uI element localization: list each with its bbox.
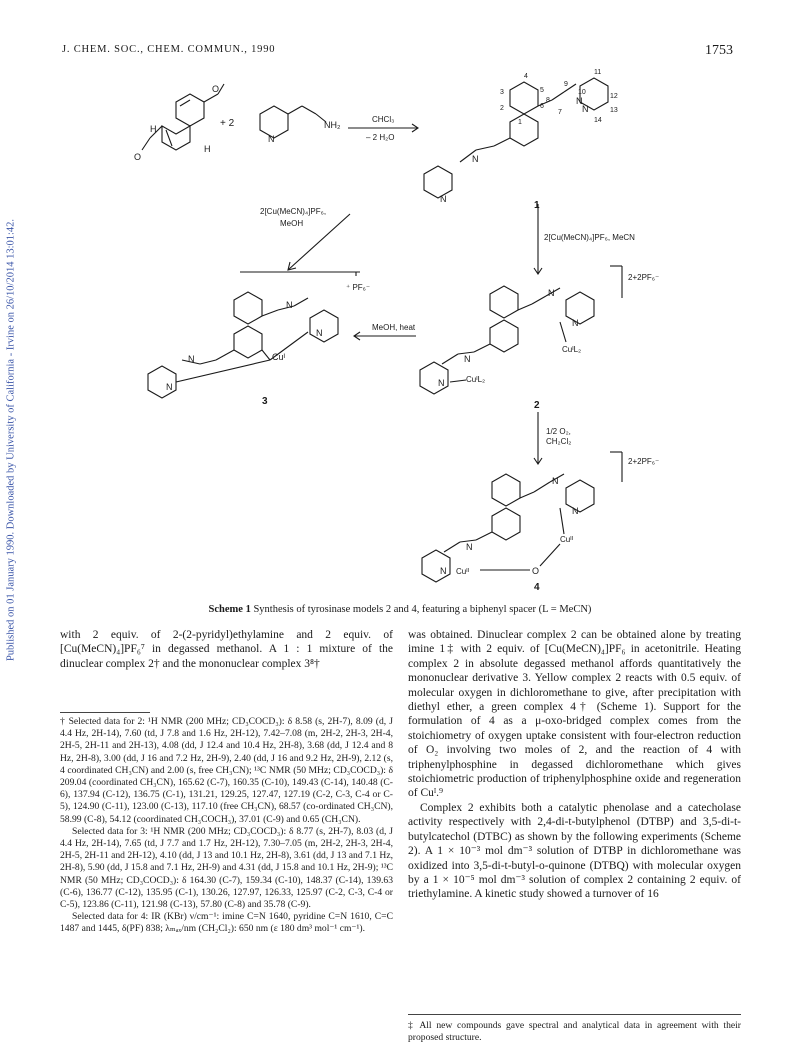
- reagent-ch2cl2: CH₂Cl₂: [546, 437, 572, 446]
- reagent-chcl3: CHCl₃: [372, 115, 395, 124]
- left-column-intro: with 2 equiv. of 2-(2-pyridyl)ethylamine and 2 equiv. of [Cu(MeCN)₄]PF₆⁷ in degassed methanol. A 1 : 1 mixture of the dinuclear complex 2† and the mononuclear complex 3⁸†: [60, 629, 393, 670]
- left-column-text: [60, 628, 393, 671]
- svg-text:13: 13: [610, 107, 618, 114]
- charge-3: ⁺ PF₆⁻: [346, 283, 371, 292]
- label-2: 2: [534, 400, 540, 411]
- journal-header: J. CHEM. SOC., CHEM. COMMUN., 1990: [62, 44, 276, 55]
- compound-4-cu-1: Cuᴵᴵ: [560, 535, 573, 544]
- footnote-compound-2: † Selected data for 2: ¹H NMR (200 MHz; CD₃COCD₃): δ 8.58 (s, 2H-7), 8.09 (d, J 4.4 Hz, 2H-14), 7.60 (td, J 7.8 and 1.6 Hz, 2H-12), 7.42–7.08 (m, 2H-2, 2H-3, 2H-4, 2H-5, 2H-11 and 2H-13), 4.08 (dd, J 12.4 and 10.4 Hz, 2H-8), 3.68 (dd, J 12.4 and 8 Hz, 2H-8), 3.00 (dd, J 16 and 7.2 Hz, 2H-9), 2.40 (dd, J 16 and 9.2 Hz, 2H-9), 2.12 (s, 4 coordinated CH₃CN) and 2.00 (s, free CH₃CN); ¹³C NMR (50 MHz; CD₃COCD₃): δ 209.04 (coordinated CH₃CN), 165.62 (C-7), 160.35 (C-10), 149.43 (C-14), 140.48 (C-6), 137.94 (C-12), 136.75 (C-1), 131.21, 129.25, 127.47, 127.19 (C-2, C-3, C-4 or C-5), 124.90 (C-11), 123.00 (C-13), 117.10 (free CH₃CN), 68.57 (co-ordinated CH₃CN), 58.99 (C-8), 54.12 (coordinated CH₃COCH₃), 37.01 (C-9) and 0.65 (CH₃CN).: [60, 716, 393, 825]
- compound-1-n2: N: [472, 154, 479, 164]
- reagent-diag-1: 2[Cu(MeCN)₄]PF₆,: [260, 207, 327, 216]
- compound-1-n-imine: N: [576, 96, 583, 106]
- compound-2-n-py: N: [572, 318, 579, 328]
- footnotes-left: [60, 716, 393, 936]
- compound-4-n-py: N: [572, 506, 579, 516]
- compound-2-structure: [420, 286, 594, 394]
- svg-text:2: 2: [500, 105, 504, 112]
- label-1: 1: [534, 200, 540, 211]
- page-number: 1753: [705, 43, 733, 58]
- compound-3-n-py2: N: [166, 382, 173, 392]
- svg-text:14: 14: [594, 117, 602, 124]
- plus-two: + 2: [220, 118, 235, 129]
- reagent-o2: 1/2 O₂,: [546, 427, 571, 436]
- compound-1-n3: N: [440, 194, 447, 204]
- compound-2-cu-2: CuᴵL₂: [466, 375, 486, 384]
- scheme-1-figure: [120, 64, 680, 592]
- right-column-text: [408, 628, 741, 902]
- compound-4-n-imine: N: [552, 476, 559, 486]
- scheme-caption-text: Synthesis of tyrosinase models 2 and 4, featuring a biphenyl spacer (L = MeCN): [250, 604, 592, 615]
- compound-3-cu: Cuᴵ: [272, 352, 286, 362]
- compound-2-cu-1: CuᴵL₂: [562, 345, 582, 354]
- right-column-paragraph-2: Complex 2 exhibits both a catalytic phenolase and a catecholase activity respectively with 2,4-di-t-butylphenol (DTBP) and 3,5-di-t-butylcatechol (DTBC) as shown by the following experiments (Scheme 2). A 1 × 10⁻³ mol dm⁻³ solution of DTBP in dichloromethane was oxidized into 3,5-di-t-butyl-o-quinone (DTBQ) with molecular oxygen by a 1 × 10⁻⁵ mol dm⁻³ solution of complex 2 containing 2 equiv. of triethylamine. A kinetic study showed a turnover of 16: [408, 801, 741, 901]
- amine-nh2: NH₂: [324, 120, 341, 130]
- download-watermark: [2, 160, 20, 720]
- footnote-right: ‡ All new compounds gave spectral and analytical data in agreement with their proposed structure.: [408, 1020, 741, 1044]
- charge-2: 2+2PF₆⁻: [628, 273, 660, 282]
- svg-text:4: 4: [524, 73, 528, 80]
- label-4: 4: [534, 582, 540, 592]
- compound-4-oxo: O: [532, 566, 540, 576]
- reagent-left: MeOH, heat: [372, 323, 416, 332]
- charge-4: 2+2PF₆⁻: [628, 457, 660, 466]
- footnote-compound-4: Selected data for 4: IR (KBr) ν/cm⁻¹: imine C=N 1640, pyridine C=N 1610, C=C 1487 and 1445, δ(PF) 838; λₘₐₓ/nm (CH₂Cl₂): 650 nm (ε 180 dm³ mol⁻¹ cm⁻¹).: [60, 911, 393, 935]
- svg-text:12: 12: [610, 93, 618, 100]
- svg-text:7: 7: [558, 109, 562, 116]
- compound-2-n-imine: N: [548, 288, 555, 298]
- compound-3-n-py: N: [316, 328, 323, 338]
- svg-text:10: 10: [578, 89, 586, 96]
- compound-4-structure: [422, 474, 594, 582]
- compound-2-n-py2: N: [438, 378, 445, 388]
- reagent-water: – 2 H₂O: [366, 133, 395, 142]
- svg-text:8: 8: [546, 97, 550, 104]
- svg-text:3: 3: [500, 89, 504, 96]
- right-column-paragraph-1: was obtained. Dinuclear complex 2 can be obtained alone by treating imine 1‡ with 2 equiv. of [Cu(MeCN)₄]PF₆ in acetonitrile. Heating complex 2 in absolute degassed methanol affords quantitatively the mononuclear derivative 3. Yellow complex 2 reacts with 0.5 equiv. of molecular oxygen in dichloromethane to give, after precipitation with diethyl ether, a green complex 4† (Scheme 1). Support for the formulation of 4 as a μ-oxo-bridged complex comes from the stoichiometry of oxygen uptake consistent with four-electron reduction of O₂ involving two moles of 2, and the reaction of 4 with triphenylphosphine in degassed dichloromethane which gives stoichiometric production of triphenylphosphine oxide and regeneration of Cuᴵ.⁹: [408, 629, 741, 800]
- svg-text:9: 9: [564, 81, 568, 88]
- svg-text:11: 11: [594, 69, 602, 76]
- reagent-down-1: 2[Cu(MeCN)₄]PF₆, MeCN: [544, 233, 635, 242]
- compound-3-n-imine: N: [286, 300, 293, 310]
- svg-text:6: 6: [540, 103, 544, 110]
- download-watermark-text: Published on 01 January 1990. Downloaded by University of California - Irvine on 26/10/2014 13:01:42.: [5, 218, 17, 662]
- scheme-caption: [60, 604, 740, 615]
- label-3: 3: [262, 396, 268, 407]
- compound-3-n-imine2: N: [188, 354, 195, 364]
- pyridine-n: N: [268, 134, 275, 144]
- compound-4-n-py2: N: [440, 566, 447, 576]
- compound-4-n-imine2: N: [466, 542, 473, 552]
- aldehyde-h-2: H: [150, 124, 157, 134]
- footnote-rule-left: [60, 712, 150, 713]
- svg-text:5: 5: [540, 87, 544, 94]
- footnote-rule-right: [408, 1014, 741, 1015]
- aldehyde-o-1: O: [212, 84, 220, 94]
- compound-2-n-imine2: N: [464, 354, 471, 364]
- aldehyde-h-1: H: [204, 144, 211, 154]
- compound-3-structure: [148, 292, 338, 398]
- compound-1-n-pyridine: N: [582, 104, 589, 114]
- compound-4-cu-2: Cuᴵᴵ: [456, 567, 469, 576]
- aldehyde-o-2: O: [134, 152, 142, 162]
- reagent-diag-2: MeOH: [280, 219, 304, 228]
- svg-text:1: 1: [518, 119, 522, 126]
- scheme-caption-label: Scheme 1: [208, 604, 251, 615]
- footnote-compound-3: Selected data for 3: ¹H NMR (200 MHz; CD₃COCD₃): δ 8.77 (s, 2H-7), 8.03 (d, J 4.4 Hz, 2H-14), 7.65 (td, J 7.7 and 1.7 Hz, 2H-12), 7.30–7.05 (m, 2H-2, 2H-3, 2H-4, 2H-5, 2H-11 and 2H-12), 4.10 (dd, J 13 and 10.1 Hz, 2H-8), 3.61 (dd, J 13 and 7.1 Hz, 2H-8), 5.90 (dd, J 15.8 and 7.1 Hz, 2H-9) and 4.31 (dd, J 15.8 and 10.1 Hz, 2H-9); ¹³C NMR (50 MHz; CD₃COCD₃): δ 164.30 (C-7), 159.34 (C-10), 148.37 (C-14), 139.63 (C-6), 136.77 (C-12), 135.95 (C-1), 130.26, 127.97, 126.33, 125.97 (C-2, C-3, C-4 or C-5), 123.86 (C-11), 121.98 (C-13), 57.80 (C-8) and 35.78 (C-9).: [60, 825, 393, 911]
